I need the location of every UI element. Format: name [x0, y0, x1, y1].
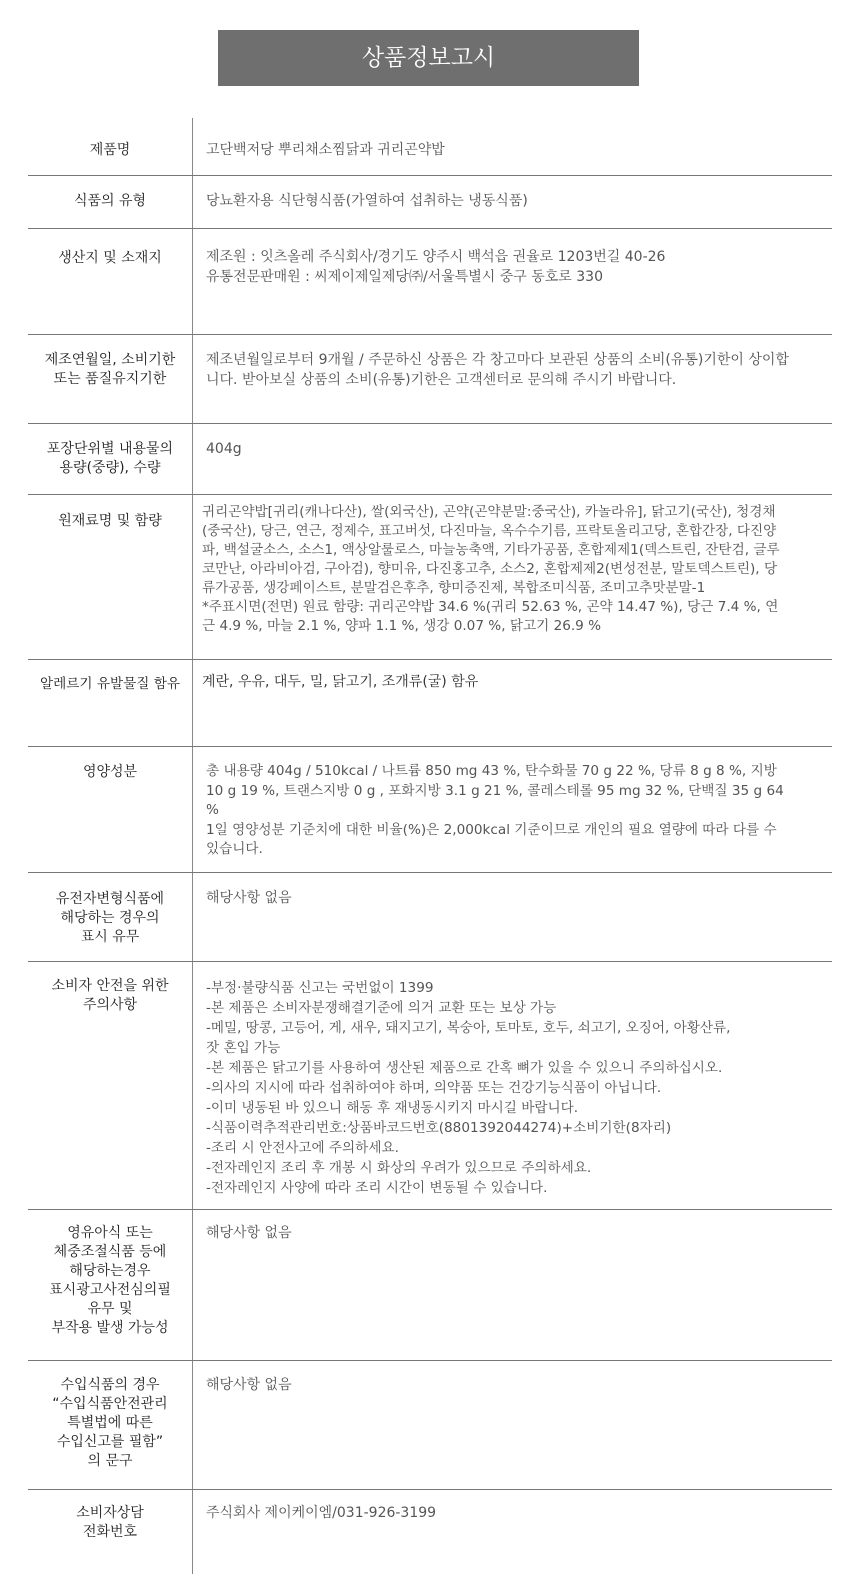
table-row-gmo — [28, 873, 832, 962]
row-value: 총 내용량 404g / 510kcal / 나트륨 850 mg 43 %, 탄수화물 70 g 22 %, 당류 8 g 8 %, 지방 10 g 19 %, 트랜스지방 0 g , 포화지방 3.1 g 21 %, 콜레스테롤 95 mg 32 %, 단백질 35 g 64 % 1일 영양성분 기준치에 대한 비율(%)은 2,000kcal 기준이므로 개인의 필요 열량에 따라 다를 수 있습니다. — [206, 763, 784, 857]
row-value: 주식회사 제이케이엠/031-926-3199 — [206, 1505, 437, 1521]
row-value: 제조년월일로부터 9개월 / 주문하신 상품은 각 창고마다 보관된 상품의 소비(유통)기한이 상이합 니다. 받아보실 상품의 소비(유통)기한은 고객센터로 문의해 주시기 바랍니다. — [206, 352, 789, 388]
row-label: 포장단위별 내용물의 용량(중량), 수량 — [28, 424, 193, 494]
row-value: 404g — [206, 441, 242, 457]
table-row-imported — [28, 1361, 832, 1490]
table-row-ingredients — [28, 495, 832, 660]
table-row-safety — [28, 962, 832, 1210]
table-row-product-name — [28, 118, 832, 176]
row-value: 해당사항 없음 — [206, 1377, 292, 1393]
row-label: 알레르기 유발물질 함유 — [28, 660, 193, 746]
table-row-expiry — [28, 335, 832, 424]
row-value: -부정·불량식품 신고는 국번없이 1399 -본 제품은 소비자분쟁해결기준에 의거 교환 또는 보상 가능 -메밀, 땅콩, 고등어, 게, 새우, 돼지고기, 복숭아, 토마토, 호두, 쇠고기, 오징어, 아황산류, 잣 혼입 가능 -본 제품은 닭고기를 사용하여 생산된 제품으로 간혹 뼈가 있을 수 있으니 주의하십시오. -의사의 지시에 따라 섭취하여야 하며, 의약품 또는 건강기능식품이 아닙니다. -이미 냉동된 바 있으니 해동 후 재냉동시키지 마시길 바랍니다. -식품이력추적관리번호:상품바코드번호(8801392044274)+소비기한(8자리) -조리 시 안전사고에 주의하세요. -전자레인지 조리 후 개봉 시 화상의 우려가 있으므로 주의하세요. -전자레인지 사양에 따라 조리 시간이 변동될 수 있습니다. — [206, 980, 731, 1196]
row-label: 소비자상담 전화번호 — [28, 1490, 193, 1574]
table-row-origin — [28, 229, 832, 335]
row-label: 수입식품의 경우 “수입식품안전관리 특별법에 따른 수입신고를 필함” 의 문구 — [28, 1361, 193, 1489]
row-value: 제조원 : 잇츠올레 주식회사/경기도 양주시 백석읍 권율로 1203번길 40-26 유통전문판매원 : 씨제이제일제당㈜/서울특별시 중구 동호로 330 — [206, 249, 666, 285]
row-label: 유전자변형식품에 해당하는 경우의 표시 유무 — [28, 873, 193, 961]
table-row-nutrition — [28, 747, 832, 873]
page-title: 상품정보고시 — [218, 30, 639, 86]
row-label: 식품의 유형 — [28, 176, 193, 228]
row-value: 해당사항 없음 — [206, 1225, 292, 1241]
row-value: 계란, 우유, 대두, 밀, 닭고기, 조개류(굴) 함유 — [202, 674, 479, 690]
table-row-infant-diet — [28, 1210, 832, 1361]
row-value: 귀리곤약밥[귀리(캐나다산), 쌀(외국산), 곤약(곤약분말:중국산), 카놀라유], 닭고기(국산), 청경채 (중국산), 당근, 연근, 정제수, 표고버섯, 다진마늘, 옥수수기름, 프락토올리고당, 혼합간장, 다진양 파, 백설굴소스, 소스1, 액상알룰로스, 마늘농축액, 기타가공품, 혼합제제1(덱스트린, 잔탄검, 글루 코만난, 아라비아검, 구아검), 향미유, 다진홍고추, 소스2, 혼합제제2(변성전분, 말토덱스트린), 당 류가공품, 생강페이스트, 분말검은후추, 향미증진제, 복합조미식품, 조미고추맛분말-1 *주표시면(전면) 원료 함량: 귀리곤약밥 34.6 %(귀리 52.63 %, 곤약 14.47 %), 당근 7.4 %, 연 근 4.9 %, 마늘 2.1 %, 양파 1.1 %, 생강 0.07 %, 닭고기 26.9 % — [202, 504, 780, 634]
row-label: 제품명 — [28, 118, 193, 175]
row-value: 해당사항 없음 — [206, 890, 292, 906]
row-label: 생산지 및 소재지 — [28, 229, 193, 334]
row-label: 영유아식 또는 체중조절식품 등에 해당하는경우 표시광고사전심의필 유무 및 부작용 발생 가능성 — [28, 1210, 193, 1360]
table-row-weight — [28, 424, 832, 495]
row-value: 고단백저당 뿌리채소찜닭과 귀리곤약밥 — [206, 142, 445, 158]
table-row-food-type — [28, 176, 832, 229]
row-label: 제조연월일, 소비기한 또는 품질유지기한 — [28, 335, 193, 423]
row-label: 원재료명 및 함량 — [28, 495, 193, 659]
table-row-contact — [28, 1490, 832, 1574]
row-label: 영양성분 — [28, 747, 193, 872]
row-label: 소비자 안전을 위한 주의사항 — [28, 962, 193, 1209]
row-value: 당뇨환자용 식단형식품(가열하여 섭취하는 냉동식품) — [206, 193, 528, 209]
table-row-allergens — [28, 660, 832, 747]
